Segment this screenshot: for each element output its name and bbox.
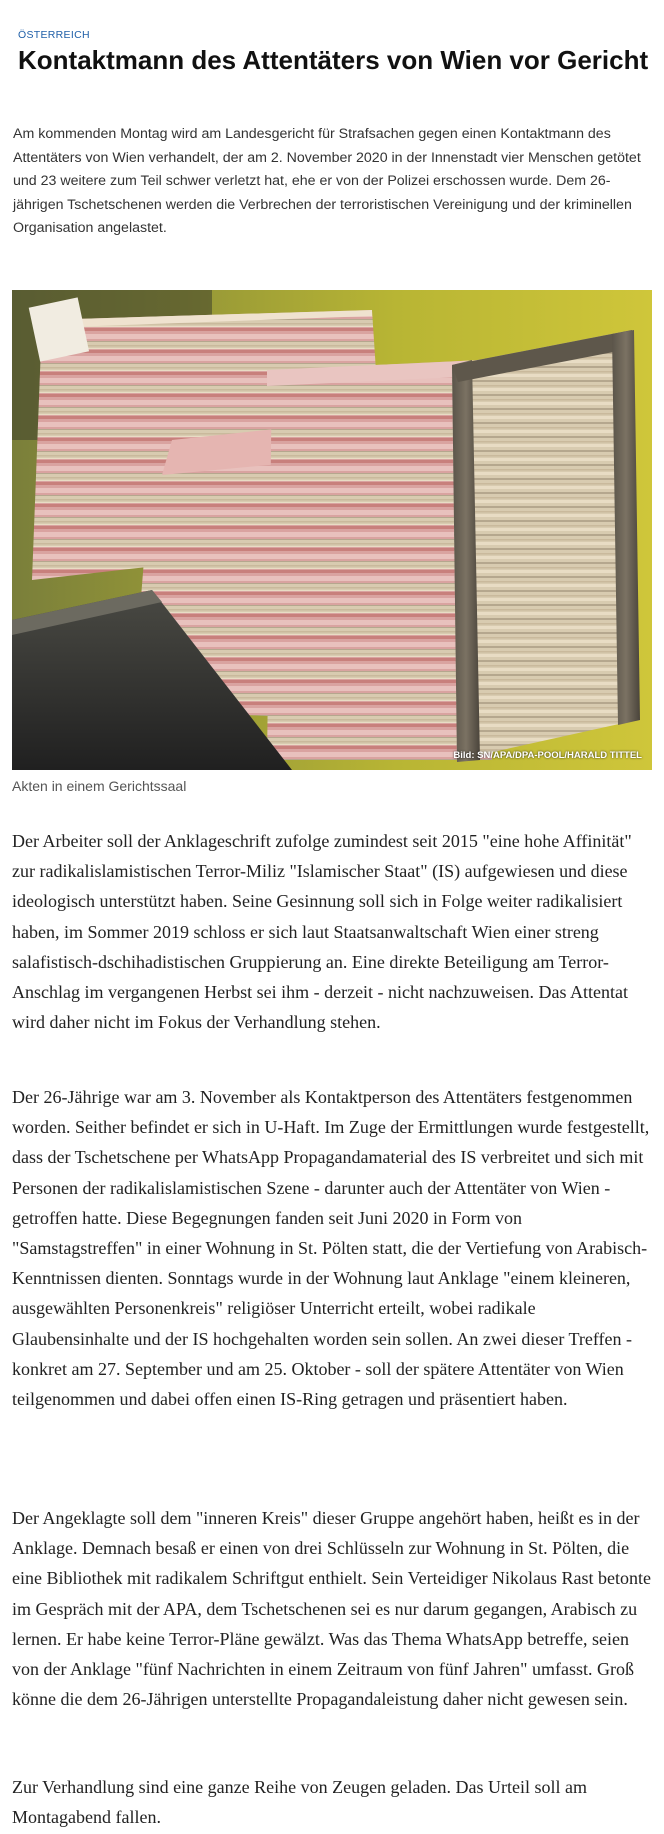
body-paragraph-3: Der Angeklagte soll dem "inneren Kreis" dieser Gruppe angehört haben, heißt es in der Anklage. Demnach besaß er einen von drei Schlüsseln zur Wohnung in St. Pölten, die eine Bibliothek mit radikalem Schriftgut enthielt. Sein Verteidiger Nikolaus Rast betonte im Gespräch mit der APA, dem Tschetschenen sei es nur darum gegangen, Arabisch zu lernen. Er habe keine Terror-Pläne gewälzt. Was das Thema WhatsApp betreffe, seien von der Anklage "fünf Nachrichten in einem Zeitraum von fünf Jahren" umfasst. Groß könne die dem 26-Jährigen unterstellte Propagandaleistung daher nicht gewesen sein. [12, 1508, 652, 1710]
image-caption: Akten in einem Gerichtssaal [12, 778, 187, 794]
body-paragraph-4: Zur Verhandlung sind eine ganze Reihe von Zeugen geladen. Das Urteil soll am Montagabend fallen. [12, 1777, 587, 1828]
category-link[interactable]: ÖSTERREICH [18, 29, 90, 41]
article-headline: Kontaktmann des Attentäters von Wien vor Gericht [18, 45, 649, 75]
body-paragraph-1: Der Arbeiter soll der Anklageschrift zufolge zumindest seit 2015 "eine hohe Affinität" zur radikalislamistischen Terror-Miliz "Islamischer Staat" (IS) aufgewiesen und diese ideologisch unterstützt haben. Seine Gesinnung soll sich in Folge weiter radikalisiert haben, im Sommer 2019 schloss er sich laut Staatsanwaltschaft Wien einer streng salafistisch-dschihadistischen Gruppierung an. Eine direkte Beteiligung am Terror-Anschlag im vergangenen Herbst sei ihm - derzeit - nicht nachzuweisen. Das Attentat wird daher nicht im Fokus der Verhandlung stehen. [12, 831, 632, 1033]
image-credit: Bild: SN/APA/DPA-POOL/HARALD TITTEL [453, 750, 642, 761]
article-lead: Am kommenden Montag wird am Landesgericht für Strafsachen gegen einen Kontaktmann des Attentäters von Wien verhandelt, der am 2. November 2020 in der Innenstadt vier Menschen getötet und 23 weitere zum Teil schwer verletzt hat, ehe er von der Polizei erschossen wurde. Dem 26-jährigen Tschetschenen werden die Verbrechen der terroristischen Vereinigung und der kriminellen Organisation angelastet. [13, 126, 641, 236]
body-paragraph-2: Der 26-Jährige war am 3. November als Kontaktperson des Attentäters festgenommen worden. Seither befindet er sich in U-Haft. Im Zuge der Ermittlungen wurde festgestellt, dass der Tschetschene per WhatsApp Propagandamaterial des IS verbreitet und sich mit Personen der radikalislamistischen Szene - darunter auch der Attentäter von Wien - getroffen hatte. Diese Begegnungen fanden seit Juni 2020 in Form von "Samstagstreffen" in einer Wohnung in St. Pölten statt, die der Vertiefung von Arabisch-Kenntnissen dienten. Sonntags wurde in der Wohnung laut Anklage "einem kleineren, ausgewählten Personenkreis" religiöser Unterricht erteilt, wobei radikale Glaubensinhalte und der IS hochgehalten worden sein sollen. An zwei dieser Treffen - konkret am 27. September und am 25. Oktober - soll der spätere Attentäter von Wien teilgenommen und dabei offen einen IS-Ring getragen und präsentiert haben. [12, 1087, 650, 1410]
article-image[interactable] [12, 290, 652, 770]
photo-court-files [12, 290, 652, 770]
